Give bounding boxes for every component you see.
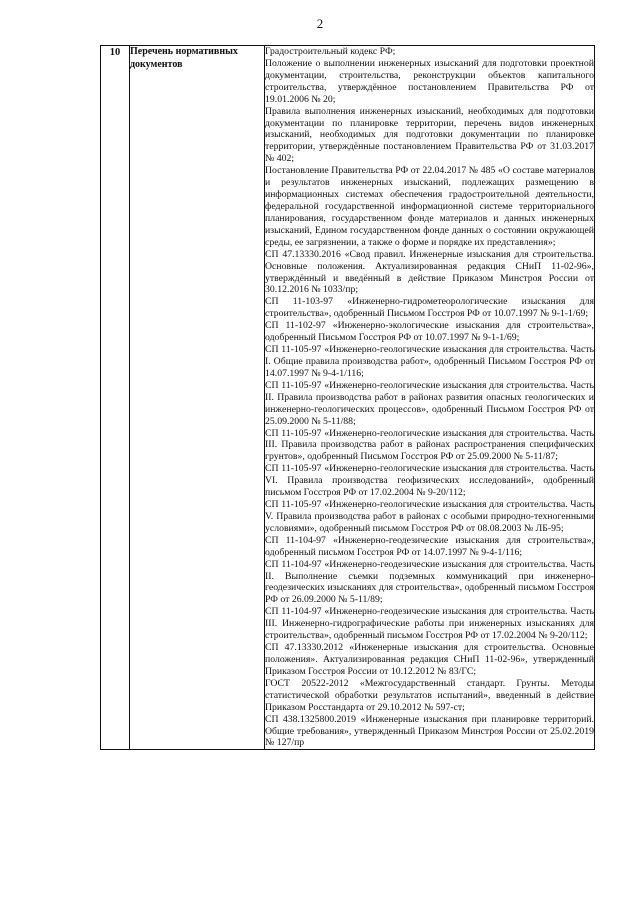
- requirements-table: [100, 45, 595, 750]
- document-entry: СП 11-105-97 «Инженерно-геологические изыскания для строительства. Часть III. Правила производства работ в районах распространения специфических грунтов», одобренный Письмом Госстроя РФ от 25.09.2000 № 5-11/87;: [265, 427, 594, 463]
- document-entry: СП 47.13330.2016 «Свод правил. Инженерные изыскания для строительства. Основные положения. Актуализированная редакция СНиП 11-02-96», утверждённый и введённый в действие Приказом Минстроя России от 30.12.2016 № 1033/пр;: [265, 248, 594, 296]
- document-entry: СП 11-105-97 «Инженерно-геологические изыскания для строительства. Часть I. Общие правила производства работ», одобренный Письмом Госстроя РФ от 14.07.1997 № 9-4-1/116;: [265, 344, 594, 379]
- document-entry: СП 11-105-97 «Инженерно-геологические изыскания для строительства. Часть VI. Правила производства геофизических исследований», одобренный письмом Госстроя РФ от 17.02.2004 № 9-20/112;: [265, 463, 594, 499]
- document-entry: СП 438.1325800.2019 «Инженерные изыскания при планировке территорий. Общие требования», утвержденный Приказом Минстроя России от 25.02.2019 № 127/пр: [265, 713, 594, 749]
- document-entry: СП 11-104-97 «Инженерно-геодезические изыскания для строительства», одобренный письмом Госстроя РФ от 14.07.1997 № 9-4-1/116;: [265, 534, 594, 558]
- document-entry: СП 11-103-97 «Инженерно-гидрометеорологические изыскания для строительства», одобренный Письмом Госстроя РФ от 10.07.1997 № 9-1-1/69;: [265, 296, 594, 320]
- document-entry: СП 11-104-97 «Инженерно-геодезические изыскания для строительства. Часть II. Выполнение съемки подземных коммуникаций при инженерно-геодезических изысканиях для строительства», одобренный письмом Госстроя РФ от 26.09.2000 № 5-11/89;: [265, 558, 594, 606]
- page-number: 2: [316, 16, 324, 31]
- document-entry: СП 47.13330.2012 «Инженерные изыскания для строительства. Основные положения». Актуализированная редакция СНиП 11-02-96», утвержденный Приказом Госстроя России от 10.12.2012 № 83/ГС;: [265, 642, 594, 677]
- row-content: [265, 46, 595, 750]
- document-entry: СП 11-105-97 «Инженерно-геологические изыскания для строительства. Часть V. Правила производства работ в районах с особыми природно-техногенными условиями», одобренный письмом Госстроя РФ от 08.08.2003 № ЛБ-95;: [265, 499, 594, 534]
- document-entry: СП 11-102-97 «Инженерно-экологические изыскания для строительства», одобренный Письмом Госстроя РФ от 10.07.1997 № 9-1-1/69;: [265, 320, 594, 344]
- document-entry: СП 11-105-97 «Инженерно-геологические изыскания для строительства. Часть II. Правила производства работ в районах развития опасных геологических и инженерно-геологических процессов», одобренный Письмом Госстроя РФ от 25.09.2000 № 5-11/88;: [265, 379, 594, 427]
- document-entry: Положение о выполнении инженерных изысканий для подготовки проектной документации, строительства, реконструкции объектов капитального строительства, утверждённое постановлением Правительства РФ от 19.01.2006 № 20;: [265, 57, 594, 105]
- row-number: 10: [101, 46, 130, 750]
- document-entry: Постановление Правительства РФ от 22.04.2017 № 485 «О составе материалов и результатов инженерных изысканий, подлежащих размещению в информационных системах обеспечения градостроительной деятельности, федеральной государственной информационной системе территориального планирования, государственном фонде материалов и данных инженерных изысканий, Едином государственном фонде данных о состоянии окружающей среды, ее загрязнении, а также о форме и порядке их представления»;: [265, 165, 594, 248]
- document-entry: Правила выполнения инженерных изысканий, необходимых для подготовки документации по планировке территории, перечень видов инженерных изысканий, необходимых для подготовки документации по планировке территории, утверждённые постановлением Правительства РФ от 31.03.2017 № 402;: [265, 105, 594, 165]
- document-entry: ГОСТ 20522-2012 «Межгосударственный стандарт. Грунты. Методы статистической обработки результатов испытаний», введенный в действие Приказом Росстандарта от 29.10.2012 № 597-ст;: [265, 677, 594, 713]
- document-entry: СП 11-104-97 «Инженерно-геодезические изыскания для строительства. Часть III. Инженерно-гидрографические работы при инженерных изысканиях для строительства», одобренный письмом Госстроя РФ от 17.02.2004 № 9-20/112;: [265, 606, 594, 642]
- table-row: [101, 46, 595, 750]
- document-entry: Градостроительный кодекс РФ;: [265, 46, 396, 57]
- row-title: Перечень нормативных документов: [130, 46, 265, 750]
